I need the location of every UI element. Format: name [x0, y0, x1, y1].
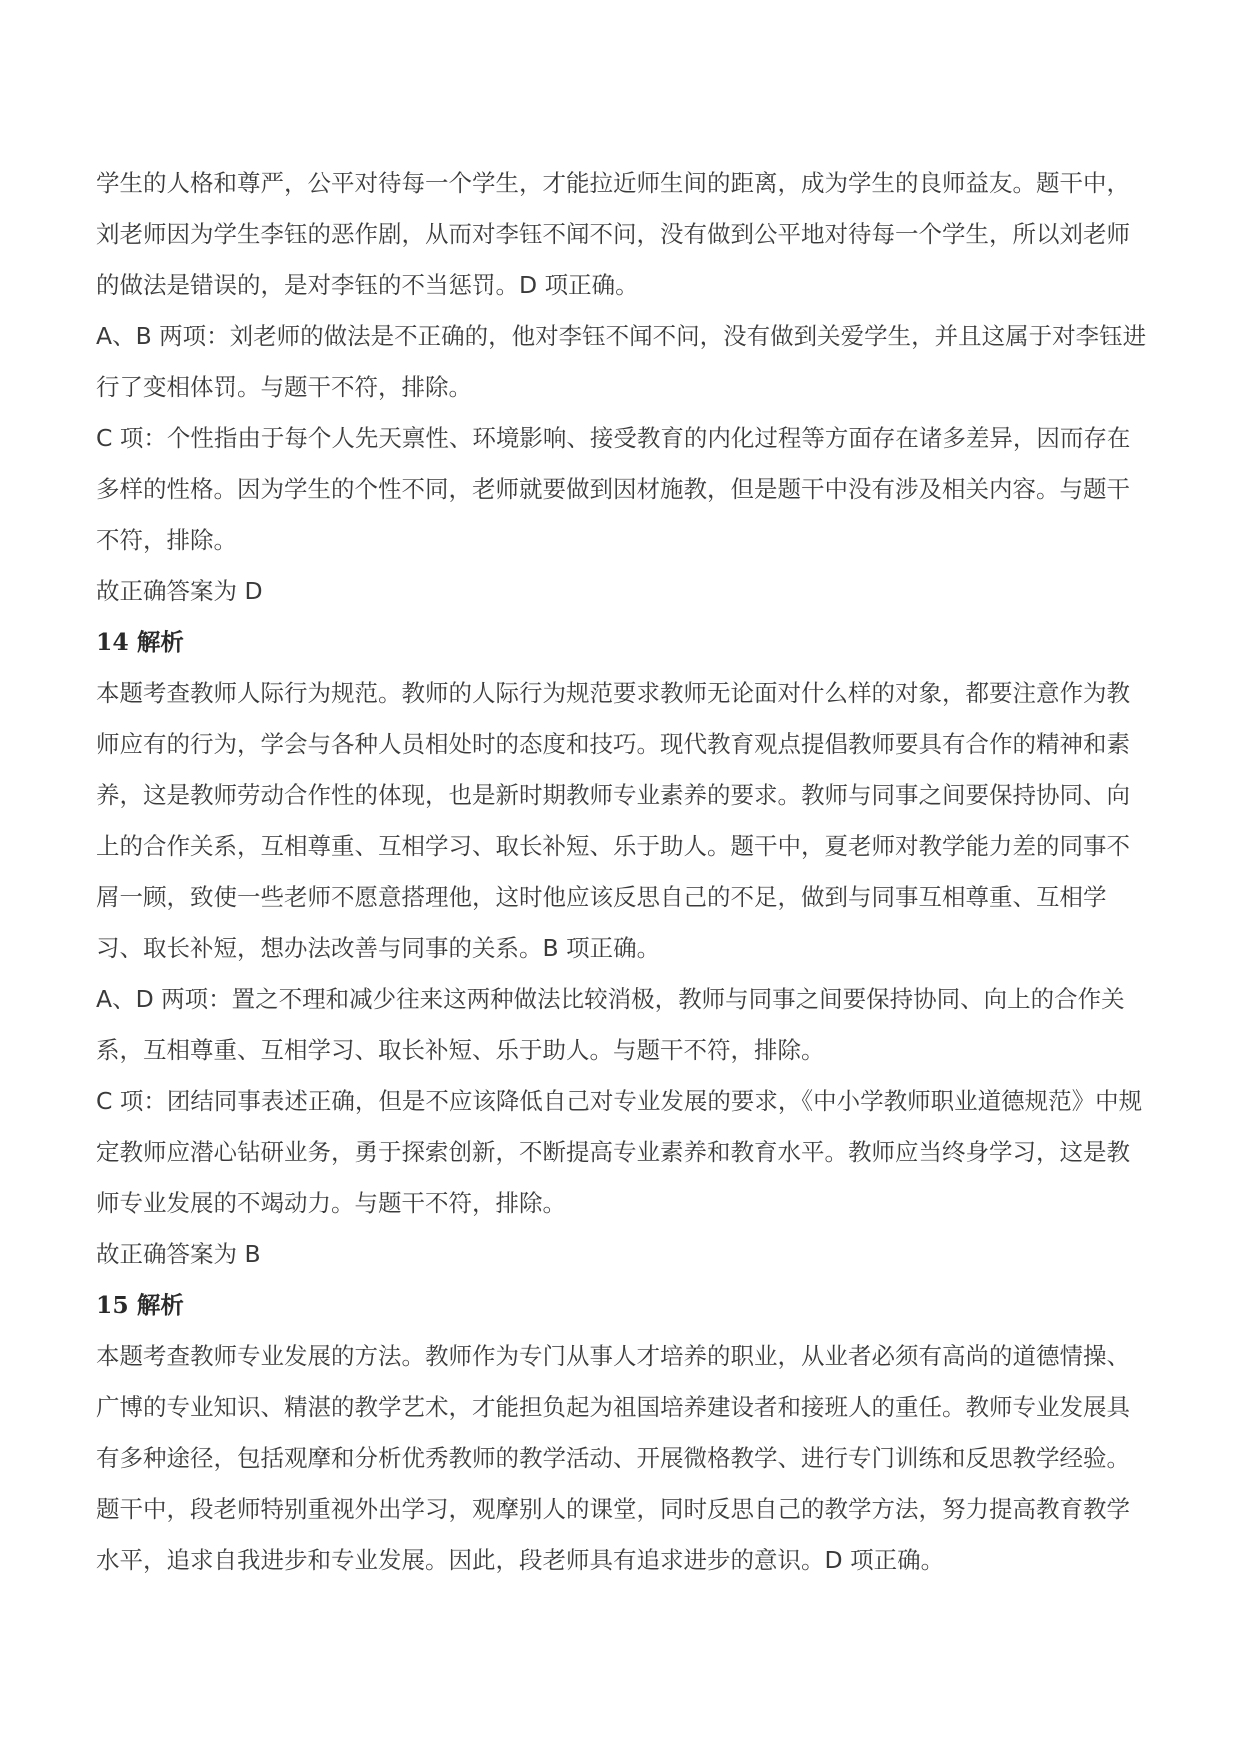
heading-q14: 14 解析 [96, 628, 184, 656]
paragraph-q14-answer: 故正确答案为 B [96, 1240, 261, 1268]
paragraph-q13-analysis-end: 学生的人格和尊严，公平对待每一个学生，才能拉近师生间的距离，成为学生的良师益友。题干中，刘老师因为学生李钰的恶作剧，从而对李钰不闻不问，没有做到公平地对待每一个学生，所以刘老师的做法是错误的，是对李钰的不当惩罚。D 项正确。 [96, 169, 1130, 299]
heading-q15: 15 解析 [96, 1291, 184, 1319]
paragraph-q13-answer: 故正确答案为 D [96, 577, 263, 605]
paragraph-q14-options-ad: A、D 两项：置之不理和减少往来这两种做法比较消极，教师与同事之间要保持协同、向上的合作关系，互相尊重、互相学习、取长补短、乐于助人。与题干不符，排除。 [96, 985, 1125, 1064]
paragraph-q14-option-c: C 项：团结同事表述正确，但是不应该降低自己对专业发展的要求，《中小学教师职业道德规范》中规定教师应潜心钻研业务，勇于探索创新，不断提高专业素养和教育水平。教师应当终身学习，这是教师专业发展的不竭动力。与题干不符，排除。 [96, 1087, 1143, 1217]
paragraph-q15-analysis: 本题考查教师专业发展的方法。教师作为专门从事人才培养的职业，从业者必须有高尚的道德情操、广博的专业知识、精湛的教学艺术，才能担负起为祖国培养建设者和接班人的重任。教师专业发展具有多种途径，包括观摩和分析优秀教师的教学活动、开展微格教学、进行专门训练和反思教学经验。题干中，段老师特别重视外出学习，观摩别人的课堂，同时反思自己的教学方法，努力提高教育教学水平，追求自我进步和专业发展。因此，段老师具有追求进步的意识。D 项正确。 [96, 1342, 1130, 1574]
document-page [96, 158, 1150, 1586]
paragraph-q13-option-c: C 项：个性指由于每个人先天禀性、环境影响、接受教育的内化过程等方面存在诸多差异，因而存在多样的性格。因为学生的个性不同，老师就要做到因材施教，但是题干中没有涉及相关内容。与题干不符，排除。 [96, 424, 1131, 554]
paragraph-q13-options-ab: A、B 两项：刘老师的做法是不正确的，他对李钰不闻不问，没有做到关爱学生，并且这属于对李钰进行了变相体罚。与题干不符，排除。 [96, 322, 1147, 401]
paragraph-q14-analysis: 本题考查教师人际行为规范。教师的人际行为规范要求教师无论面对什么样的对象，都要注意作为教师应有的行为，学会与各种人员相处时的态度和技巧。现代教育观点提倡教师要具有合作的精神和素养，这是教师劳动合作性的体现，也是新时期教师专业素养的要求。教师与同事之间要保持协同、向上的合作关系，互相尊重、互相学习、取长补短、乐于助人。题干中，夏老师对教学能力差的同事不屑一顾，致使一些老师不愿意搭理他，这时他应该反思自己的不足，做到与同事互相尊重、互相学习、取长补短，想办法改善与同事的关系。B 项正确。 [96, 679, 1130, 962]
